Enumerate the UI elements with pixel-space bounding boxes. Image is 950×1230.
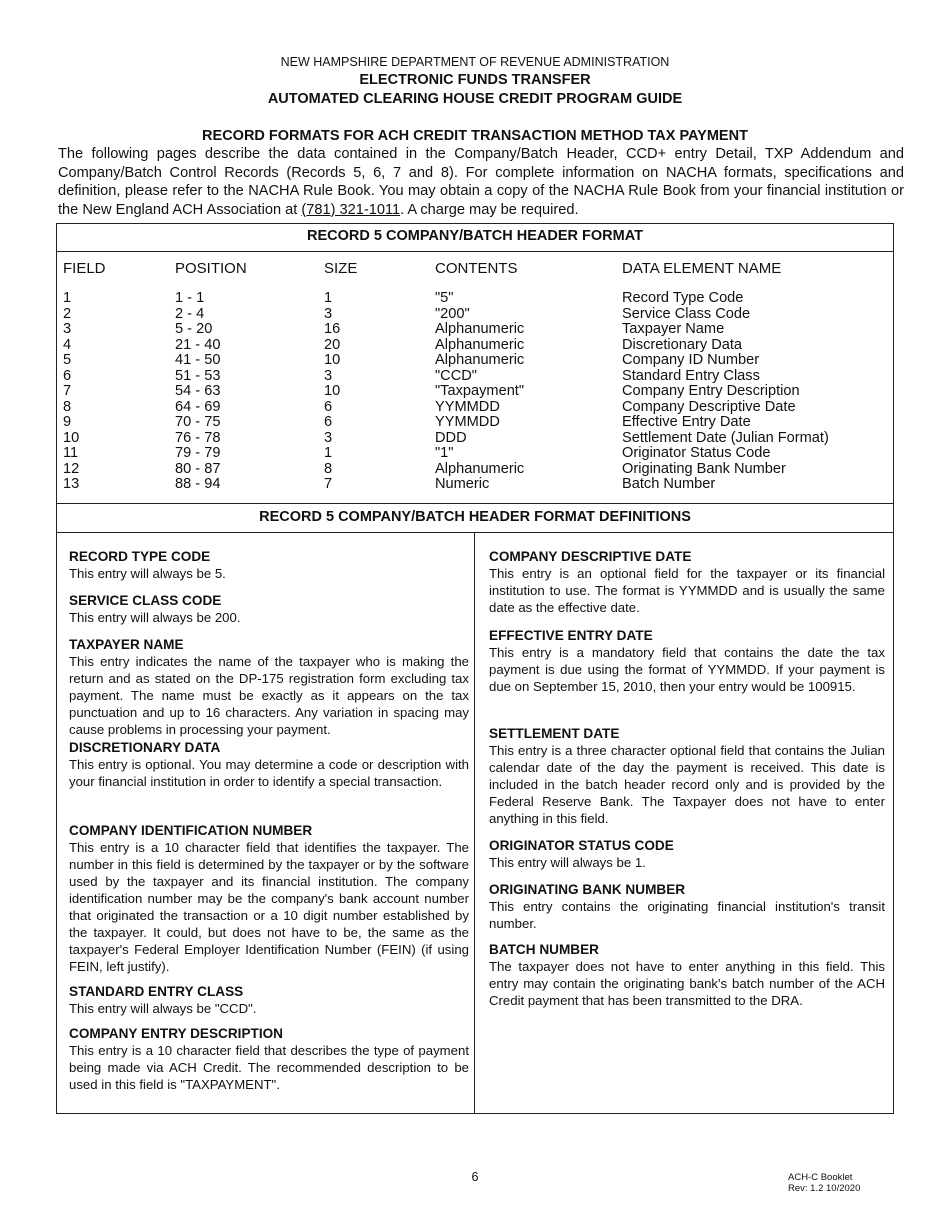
size-cell: 8 xyxy=(324,460,333,477)
definition-record-type-code xyxy=(69,548,469,582)
definition-title: BATCH NUMBER xyxy=(489,942,599,957)
document-title: ELECTRONIC FUNDS TRANSFER xyxy=(359,72,591,88)
definition-body: This entry contains the originating financial institution's transit number. xyxy=(489,899,885,931)
position-cell: 79 - 79 xyxy=(175,445,221,461)
data-element-name-cell: Settlement Date (Julian Format) xyxy=(622,429,829,446)
definition-batch-number xyxy=(489,941,885,1009)
contents-cell: "CCD" xyxy=(435,367,477,384)
definition-title: COMPANY ENTRY DESCRIPTION xyxy=(69,1026,284,1041)
booklet-name: ACH-C Booklet xyxy=(788,1172,853,1183)
size-cell: 3 xyxy=(324,305,333,322)
field-cell: 5 xyxy=(63,352,72,368)
revision-note xyxy=(788,1172,860,1194)
definition-originating-bank-number xyxy=(489,881,885,932)
intro-paragraph xyxy=(58,145,904,219)
definition-taxpayer-name xyxy=(69,636,469,738)
size-cell: 1 xyxy=(324,445,333,461)
contents-cell: Alphanumeric xyxy=(435,321,525,337)
size-cell: 6 xyxy=(324,398,333,415)
position-cell: 21 - 40 xyxy=(175,336,221,353)
definition-body: This entry will always be 5. xyxy=(69,566,226,581)
contents-cell: Alphanumeric xyxy=(435,336,525,353)
position-cell: 64 - 69 xyxy=(175,398,221,415)
position-cell: 70 - 75 xyxy=(175,414,221,430)
field-cell: 2 xyxy=(63,305,72,322)
position-cell: 54 - 63 xyxy=(175,383,221,399)
definition-title: COMPANY DESCRIPTIVE DATE xyxy=(489,549,692,564)
definition-company-descriptive-date xyxy=(489,548,885,616)
column-header-contents: CONTENTS xyxy=(435,260,518,277)
contents-cell: "5" xyxy=(435,290,454,306)
definition-title: RECORD TYPE CODE xyxy=(69,549,211,564)
definition-body: This entry indicates the name of the taxpayer who is making the return and as stated on the DP-175 registration form excluding tax payment. The name must be exactly as it appears on the tax punctuation and up to 16 characters. Any variation in spacing may cause problems in processing your payment. xyxy=(69,654,469,737)
size-cell: 7 xyxy=(324,476,333,492)
position-column xyxy=(175,291,220,493)
intro-text-before: The following pages describe the data contained in the Company/Batch Header, CCD+ entry Detail, TXP Addendum and Company/Batch Control Records (Records 5, 6, 7 and 8). For complete information on NACHA formats, specifications and definition, please refer to the NACHA Rule Book. You may obtain a copy of the NACHA Rule Book from your financial institution or the New England ACH Association at xyxy=(58,146,904,218)
contents-cell: "1" xyxy=(435,445,454,461)
size-cell: 10 xyxy=(324,352,341,368)
definition-service-class-code xyxy=(69,592,469,626)
divider xyxy=(57,251,893,252)
field-cell: 9 xyxy=(63,414,72,430)
field-cell: 8 xyxy=(63,398,72,415)
definition-title: STANDARD ENTRY CLASS xyxy=(69,984,244,999)
size-cell: 6 xyxy=(324,414,333,430)
contents-column xyxy=(435,291,524,493)
intro-text-after: . A charge may be required. xyxy=(400,201,579,218)
field-cell: 4 xyxy=(63,336,72,353)
contents-cell: Alphanumeric xyxy=(435,352,525,368)
definition-title: COMPANY IDENTIFICATION NUMBER xyxy=(69,823,313,838)
data-element-name-cell: Service Class Code xyxy=(622,305,751,322)
contents-cell: Numeric xyxy=(435,476,490,492)
document-subtitle: AUTOMATED CLEARING HOUSE CREDIT PROGRAM GUIDE xyxy=(267,91,683,107)
definition-originator-status-code xyxy=(489,837,885,871)
definition-standard-entry-class xyxy=(69,983,469,1017)
data-element-name-cell: Standard Entry Class xyxy=(622,367,760,384)
data-element-name-cell: Originating Bank Number xyxy=(622,460,786,477)
definition-body: This entry is a 10 character field that describes the type of payment being made via ACH Credit. The recommended description to be used in this field is "TAXPAYMENT". xyxy=(69,1043,469,1092)
size-cell: 20 xyxy=(324,336,341,353)
contents-cell: "200" xyxy=(435,305,470,322)
data-element-name-cell: Batch Number xyxy=(622,476,716,492)
definition-discretionary-data xyxy=(69,739,469,790)
position-cell: 51 - 53 xyxy=(175,367,221,384)
definition-body: This entry is a three character optional field that contains the Julian calendar date of the day the payment is received. This date is included in the batch header record only and is provided by the Federal Reserve Bank. The Taxpayer does not have to enter anything in this field. xyxy=(489,743,885,826)
size-cell: 1 xyxy=(324,290,333,306)
position-cell: 2 - 4 xyxy=(175,305,205,322)
field-cell: 3 xyxy=(63,321,72,337)
column-header-field: FIELD xyxy=(63,260,106,277)
size-column xyxy=(324,291,340,493)
column-header-data-element-name: DATA ELEMENT NAME xyxy=(622,260,782,277)
definition-settlement-date xyxy=(489,725,885,827)
position-cell: 88 - 94 xyxy=(175,476,221,492)
contents-cell: YYMMDD xyxy=(435,398,500,415)
section-title: RECORD FORMATS FOR ACH CREDIT TRANSACTION METHOD TAX PAYMENT xyxy=(202,128,748,144)
definition-body: This entry is optional. You may determine a code or description with your financial institution in order to identify a special transaction. xyxy=(69,757,469,789)
definition-company-entry-description xyxy=(69,1025,469,1093)
data-element-name-cell: Discretionary Data xyxy=(622,336,743,353)
page-number: 6 xyxy=(471,1170,479,1184)
position-cell: 41 - 50 xyxy=(175,352,221,368)
association-phone: (781) 321-1011 xyxy=(301,201,401,218)
definition-body: This entry is a 10 character field that identifies the taxpayer. The number in this field is determined by the taxpayer or by the software used by the taxpayer and its financial institution. The company identification number may be the company's bank account number that originated the transaction or a 10 digit number established by the taxpayer. It could, but does not have to be, the same as the taxpayer's Federal Employer Identification Number (FEIN) (if using FEIN, left justify). xyxy=(69,840,469,974)
contents-cell: Alphanumeric xyxy=(435,460,525,477)
position-cell: 80 - 87 xyxy=(175,460,221,477)
divider xyxy=(57,532,893,533)
definition-title: EFFECTIVE ENTRY DATE xyxy=(489,628,653,643)
definition-body: This entry is an optional field for the taxpayer or its financial institution to use. The format is YYMMDD and is usually the same date as the effective date. xyxy=(489,566,885,615)
definition-body: This entry will always be 1. xyxy=(489,855,646,870)
record-table-title: RECORD 5 COMPANY/BATCH HEADER FORMAT xyxy=(307,228,643,244)
position-cell: 1 - 1 xyxy=(175,290,205,306)
definition-title: DISCRETIONARY DATA xyxy=(69,740,221,755)
contents-cell: YYMMDD xyxy=(435,414,500,430)
column-divider xyxy=(474,533,475,1113)
field-column xyxy=(63,291,79,493)
column-header-position: POSITION xyxy=(175,260,247,277)
data-element-name-cell: Record Type Code xyxy=(622,290,744,306)
field-cell: 10 xyxy=(63,429,80,446)
definition-title: TAXPAYER NAME xyxy=(69,637,184,652)
definition-title: SETTLEMENT DATE xyxy=(489,726,620,741)
divider xyxy=(57,503,893,504)
field-cell: 13 xyxy=(63,476,80,492)
agency-name: NEW HAMPSHIRE DEPARTMENT OF REVENUE ADMINISTRATION xyxy=(280,55,670,69)
field-cell: 11 xyxy=(63,445,79,461)
definition-body: The taxpayer does not have to enter anything in this field. This entry may contain the originating bank's batch number of the ACH Credit payment that has been transmitted to the DRA. xyxy=(489,959,885,1008)
data-element-name-cell: Company ID Number xyxy=(622,352,760,368)
definition-company-identification-number xyxy=(69,822,469,975)
size-cell: 3 xyxy=(324,429,333,446)
data-element-name-column xyxy=(622,291,829,493)
field-cell: 12 xyxy=(63,460,80,477)
position-cell: 76 - 78 xyxy=(175,429,221,446)
field-cell: 7 xyxy=(63,383,72,399)
field-cell: 6 xyxy=(63,367,72,384)
definition-title: ORIGINATING BANK NUMBER xyxy=(489,882,686,897)
field-cell: 1 xyxy=(63,290,72,306)
size-cell: 3 xyxy=(324,367,333,384)
revision-date: Rev: 1.2 10/2020 xyxy=(788,1183,861,1194)
definitions-title: RECORD 5 COMPANY/BATCH HEADER FORMAT DEFINITIONS xyxy=(259,509,691,525)
definition-title: ORIGINATOR STATUS CODE xyxy=(489,838,674,853)
data-element-name-cell: Effective Entry Date xyxy=(622,414,751,430)
definition-body: This entry is a mandatory field that contains the date the tax payment is due using the format of YYMMDD. If your payment is due on September 15, 2010, then your entry would be 100915. xyxy=(489,645,885,694)
size-cell: 16 xyxy=(324,321,341,337)
definition-body: This entry will always be "CCD". xyxy=(69,1001,257,1016)
data-element-name-cell: Originator Status Code xyxy=(622,445,771,461)
definition-body: This entry will always be 200. xyxy=(69,610,241,625)
record-format-box xyxy=(56,223,894,1114)
contents-cell: "Taxpayment" xyxy=(435,383,525,399)
contents-cell: DDD xyxy=(435,429,467,446)
data-element-name-cell: Company Entry Description xyxy=(622,383,800,399)
size-cell: 10 xyxy=(324,383,341,399)
data-element-name-cell: Taxpayer Name xyxy=(622,321,725,337)
data-element-name-cell: Company Descriptive Date xyxy=(622,398,796,415)
column-header-size: SIZE xyxy=(324,260,358,277)
definition-title: SERVICE CLASS CODE xyxy=(69,593,222,608)
position-cell: 5 - 20 xyxy=(175,321,213,337)
definition-effective-entry-date xyxy=(489,627,885,695)
